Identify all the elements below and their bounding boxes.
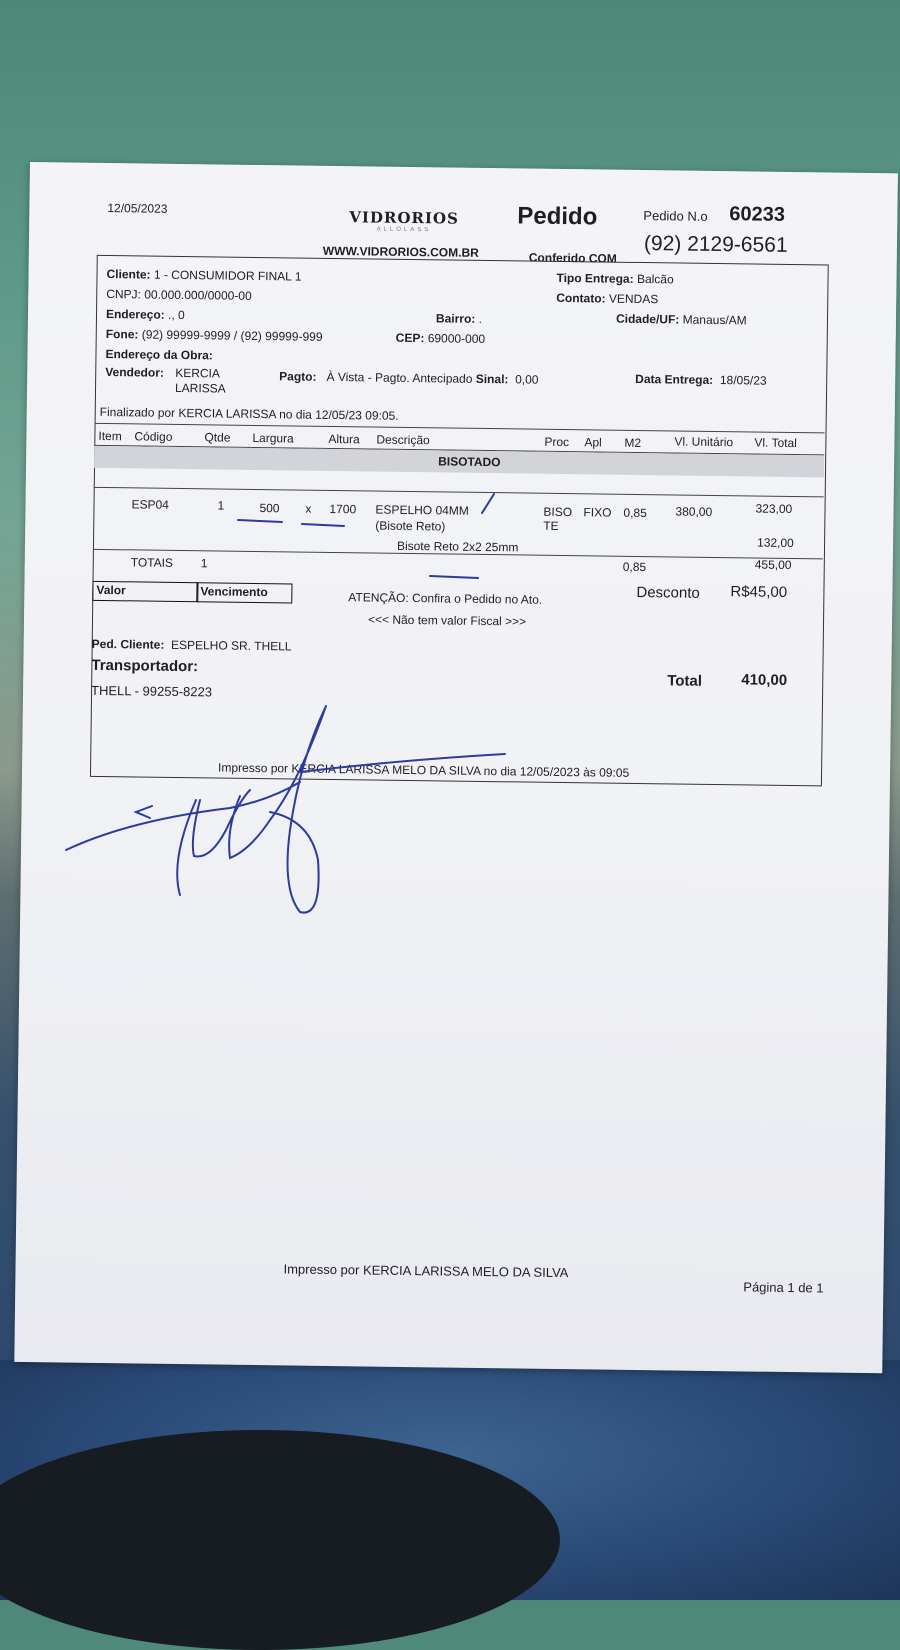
underline-bisote — [430, 576, 478, 578]
conferido-label: Conferido COM — [528, 250, 617, 266]
fiscal-notice: <<< Não tem valor Fiscal >>> — [367, 612, 527, 629]
col-unitario: Vl. Unitário — [674, 434, 734, 450]
totais-qtde: 1 — [200, 556, 208, 571]
col-apl: Apl — [584, 435, 602, 450]
totais-m2: 0,85 — [622, 559, 647, 575]
strike-impresso — [300, 754, 505, 772]
desconto-value: R$45,00 — [730, 583, 788, 601]
bairro-value: . — [478, 311, 483, 326]
company-phone: (92) 2129-6561 — [643, 232, 788, 257]
cep-value: 69000-000 — [427, 331, 486, 346]
pagto-value: À Vista - Pagto. Antecipado — [326, 369, 473, 386]
vendedor-label: Vendedor: — [105, 365, 165, 380]
finalizado-text: Finalizado por KERCIA LARISSA no dia 12/05/23 09:05. — [99, 404, 399, 423]
impresso-line-1: Impresso por KERCIA LARISSA MELO DA SILVA no dia 12/05/2023 às 09:05 — [217, 760, 630, 780]
logo-subtext: ALLOLASS — [376, 226, 432, 234]
totais-label: TOTAIS — [130, 555, 174, 570]
row-desc-1: ESPELHO 04MM — [375, 502, 469, 518]
cnpj: CNPJ: 00.000.000/0000-00 — [106, 287, 252, 303]
cliente-value: 1 - CONSUMIDOR FINAL 1 — [153, 267, 302, 284]
sub-description: Bisote Reto 2x2 25mm — [396, 538, 519, 555]
ped-cliente-value: ESPELHO SR. THELL — [170, 637, 292, 654]
logo-text: VIDRORIOS — [349, 208, 459, 228]
impresso-line-2: Impresso por KERCIA LARISSA MELO DA SILVA — [283, 1261, 569, 1281]
pedido-number: 60233 — [729, 203, 786, 226]
cliente-label: Cliente: — [106, 267, 151, 282]
sinal-value: 0,00 — [515, 372, 539, 387]
bairro-label: Bairro: — [435, 311, 476, 326]
vendedor-name-2: LARISSA — [174, 380, 226, 396]
row-total: 323,00 — [755, 501, 793, 517]
signature — [66, 706, 326, 913]
row-x: x — [305, 501, 312, 516]
col-m2: M2 — [624, 435, 642, 451]
obra-label: Endereço da Obra: — [105, 347, 213, 363]
row-qtde: 1 — [217, 498, 225, 513]
contato-label: Contato: — [556, 290, 606, 306]
col-total: Vl. Total — [754, 435, 797, 451]
col-largura: Largura — [252, 430, 294, 446]
col-qtde: Qtde — [204, 430, 231, 445]
data-entrega-value: 18/05/23 — [719, 373, 767, 388]
ped-cliente-label: Ped. Cliente: — [91, 636, 165, 652]
row-altura: 1700 — [329, 501, 357, 517]
atencao-text: ATENÇÃO: Confira o Pedido no Ato. — [348, 590, 543, 607]
fone-label: Fone: — [105, 327, 139, 342]
row-unitario: 380,00 — [675, 504, 713, 519]
row-codigo: ESP04 — [131, 497, 169, 512]
totais-total: 455,00 — [754, 557, 792, 573]
total-value: 410,00 — [741, 671, 788, 689]
print-date: 12/05/2023 — [107, 201, 168, 216]
vendedor-name-1: KERCIA — [175, 365, 221, 381]
col-altura: Altura — [328, 431, 360, 447]
document-title: Pedido — [517, 202, 598, 231]
website: WWW.VIDRORIOS.COM.BR — [322, 243, 479, 260]
cep-label: CEP: — [395, 330, 425, 346]
fone-value: (92) 99999-9999 / (92) 99999-999 — [141, 327, 323, 344]
tipo-label: Tipo Entrega: — [556, 270, 634, 286]
underline-largura — [238, 520, 282, 522]
cidade-value: Manaus/AM — [682, 312, 747, 328]
row-apl: FIXO — [583, 505, 612, 520]
pedido-label: Pedido N.o — [643, 208, 708, 224]
transportador-label: Transportador: — [91, 656, 199, 676]
page-number: Página 1 de 1 — [743, 1279, 824, 1296]
col-proc: Proc — [544, 434, 570, 450]
check-mark-desc — [482, 494, 494, 513]
col-descricao: Descrição — [376, 432, 430, 448]
section-title: BISOTADO — [438, 454, 501, 470]
underline-altura — [302, 524, 344, 526]
row-largura: 500 — [259, 501, 280, 516]
pagto-label: Pagto: — [279, 369, 317, 384]
tipo-value: Balcão — [636, 271, 674, 287]
row-m2: 0,85 — [623, 505, 647, 521]
col-item: Item — [98, 428, 122, 444]
valor-label: Valor — [96, 582, 126, 598]
transportador-value: THELL - 99255-8223 — [90, 682, 213, 700]
data-entrega-label: Data Entrega: — [635, 371, 714, 387]
sinal-label: Sinal: — [475, 371, 509, 387]
row-desc-2: (Bisote Reto) — [375, 518, 446, 534]
sub-total: 132,00 — [756, 535, 794, 551]
vencimento-label: Vencimento — [200, 584, 268, 600]
total-label: Total — [667, 672, 703, 690]
col-codigo: Código — [134, 429, 173, 444]
endereco-value: ., 0 — [167, 307, 185, 323]
row-proc-1: BISO — [543, 504, 573, 520]
contato-value: VENDAS — [608, 291, 659, 307]
cidade-label: Cidade/UF: — [615, 311, 680, 327]
endereco-label: Endereço: — [105, 307, 165, 322]
row-proc-2: TE — [543, 518, 559, 533]
desconto-label: Desconto — [636, 583, 700, 602]
